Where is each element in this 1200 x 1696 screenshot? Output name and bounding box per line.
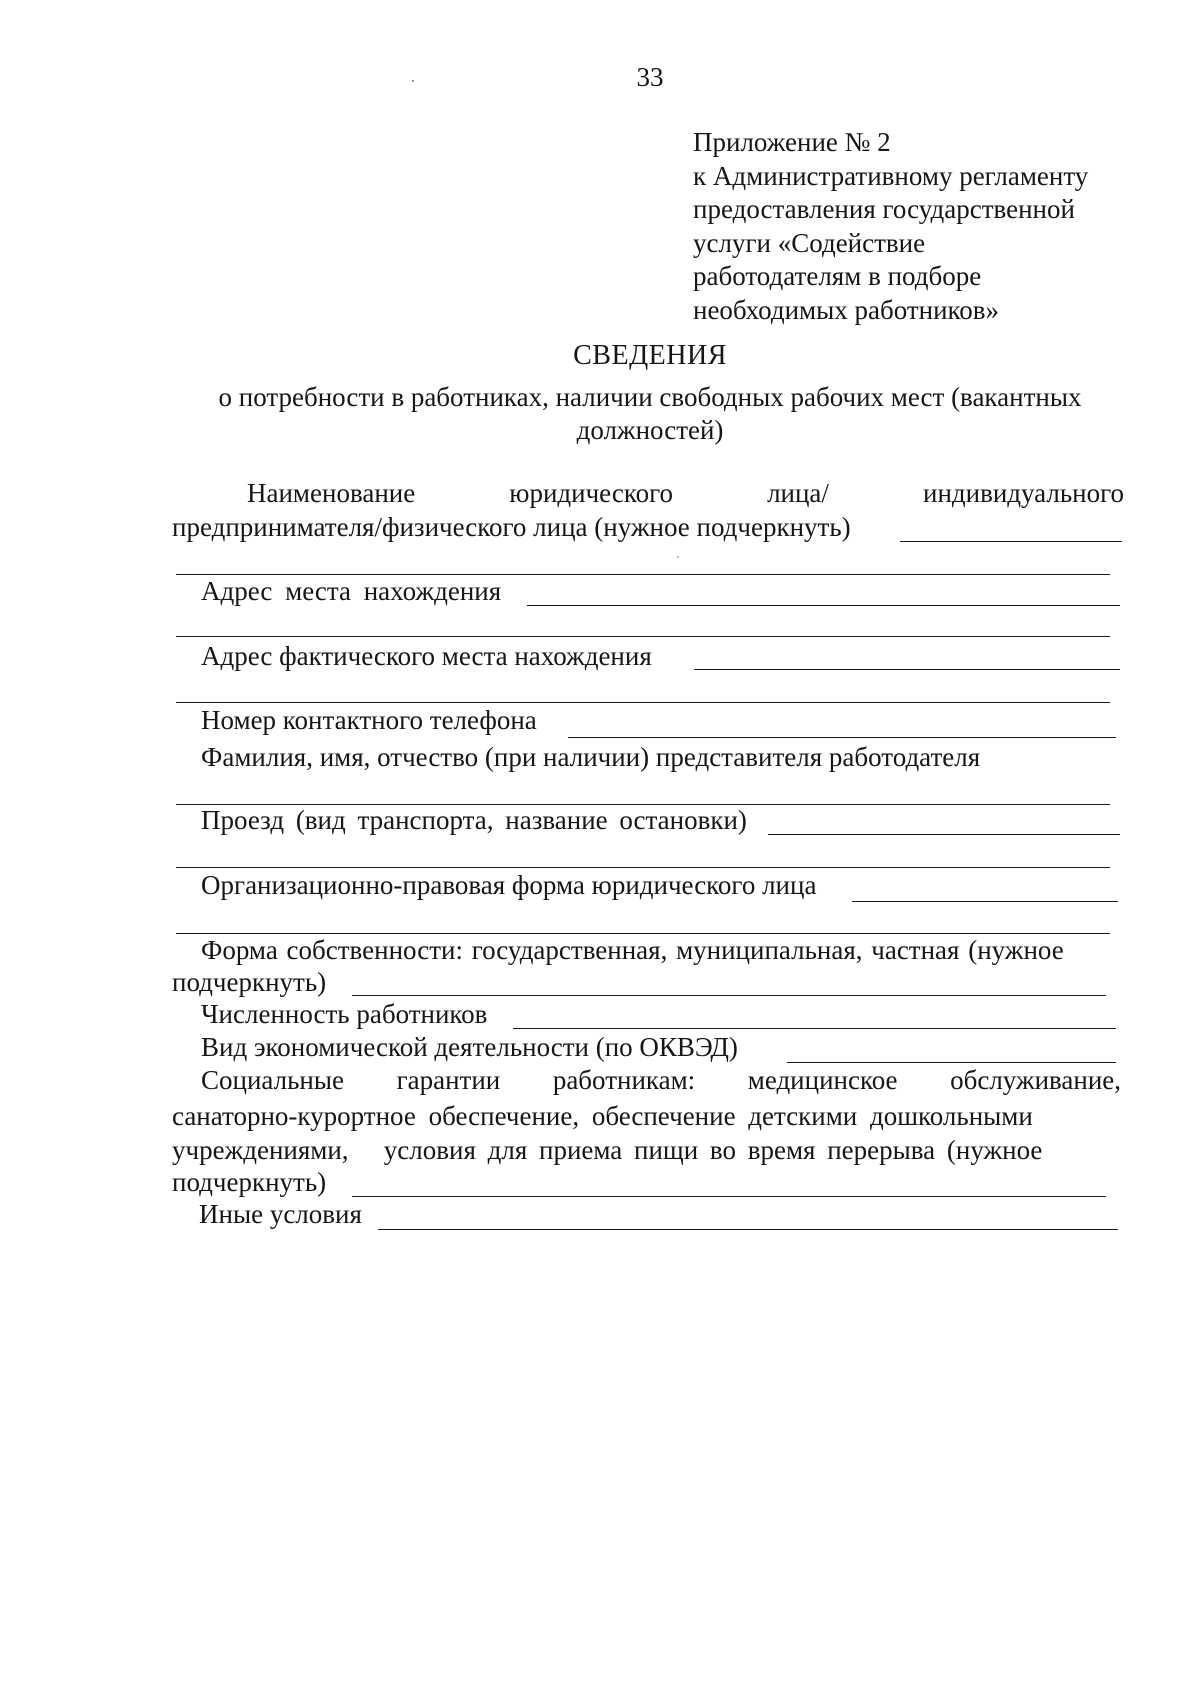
scan-speck xyxy=(677,556,679,558)
staff-count-label: Численность работников xyxy=(201,999,488,1029)
label-word: обслуживание, xyxy=(950,1065,1122,1095)
document-subtitle xyxy=(190,381,1110,447)
label-word: Проезд xyxy=(201,805,285,835)
phone-label: Номер контактного телефона xyxy=(201,705,537,735)
subtitle-line: должностей) xyxy=(576,415,724,445)
appendix-reference xyxy=(693,126,1088,327)
legal-form-label: Организационно-правовая форма юридического лица xyxy=(201,870,817,900)
label-word: остановки) xyxy=(619,805,747,835)
social-guarantees-line2: санаторно-курортное обеспечение, обеспечение детскими дошкольными xyxy=(172,1101,1033,1131)
label-word: индивидуального xyxy=(923,478,1125,508)
document-title: СВЕДЕНИЯ xyxy=(573,340,727,371)
label-word: места xyxy=(285,576,351,606)
label-word: юридического xyxy=(509,478,673,508)
social-guarantees-label xyxy=(201,1064,1121,1096)
actual-address-field-continuation[interactable] xyxy=(176,702,1110,703)
legal-form-field[interactable] xyxy=(852,901,1118,902)
economic-activity-label: Вид экономической деятельности (по ОКВЭД) xyxy=(201,1032,738,1062)
address-field-continuation[interactable] xyxy=(176,636,1110,637)
label-word: медицинское xyxy=(747,1065,898,1095)
social-guarantees-line3: учреждениями, условия для приема пищи во время перерыва (нужное xyxy=(172,1135,1043,1165)
other-conditions-field[interactable] xyxy=(378,1229,1118,1230)
label-word: Адрес xyxy=(201,576,273,606)
legal-name-field[interactable] xyxy=(900,541,1122,542)
actual-address-field[interactable] xyxy=(694,669,1120,670)
ownership-label: Форма собственности: государственная, муниципальная, частная (нужное xyxy=(201,935,1064,965)
transport-field-continuation[interactable] xyxy=(176,867,1110,868)
social-guarantees-line4: подчеркнуть) xyxy=(172,1167,327,1197)
page-number: 33 xyxy=(636,62,664,92)
label-word: Наименование xyxy=(247,478,416,508)
appendix-line: предоставления государственной xyxy=(693,194,1075,224)
legal-name-label-line2: предпринимателя/физического лица (нужное подчеркнуть) xyxy=(172,512,851,542)
label-word: (вид xyxy=(295,805,346,835)
phone-field[interactable] xyxy=(568,737,1116,738)
transport-field[interactable] xyxy=(768,834,1120,835)
transport-label xyxy=(201,804,747,836)
appendix-line: услуги «Содействие xyxy=(693,227,926,258)
label-word: лица/ xyxy=(767,478,829,508)
label-word: транспорта, xyxy=(357,805,494,835)
appendix-line: к Административному регламенту xyxy=(693,160,1089,191)
appendix-line: работодателям в подборе xyxy=(693,261,982,291)
label-word: работникам: xyxy=(552,1065,696,1095)
social-guarantees-field[interactable] xyxy=(352,1196,1106,1197)
label-word: гарантии xyxy=(396,1065,501,1095)
subtitle-line: о потребности в работниках, наличии свободных рабочих мест (вакантных xyxy=(218,382,1082,412)
ownership-label-line2: подчеркнуть) xyxy=(172,967,327,997)
staff-count-field[interactable] xyxy=(513,1028,1116,1029)
scan-speck xyxy=(412,80,414,82)
appendix-line: необходимых работников» xyxy=(693,294,1000,325)
label-word: Социальные xyxy=(201,1065,344,1095)
representative-label: Фамилия, имя, отчество (при наличии) представителя работодателя xyxy=(201,742,981,772)
economic-activity-field[interactable] xyxy=(787,1062,1116,1063)
actual-address-label: Адрес фактического места нахождения xyxy=(201,641,652,671)
address-field[interactable] xyxy=(527,605,1120,606)
address-label xyxy=(201,575,501,607)
appendix-line: Приложение № 2 xyxy=(693,127,891,157)
ownership-field[interactable] xyxy=(352,995,1106,996)
other-conditions-label: Иные условия xyxy=(199,1199,362,1229)
legal-name-label xyxy=(247,477,1124,509)
label-word: нахождения xyxy=(363,576,502,606)
label-word: название xyxy=(505,805,608,835)
